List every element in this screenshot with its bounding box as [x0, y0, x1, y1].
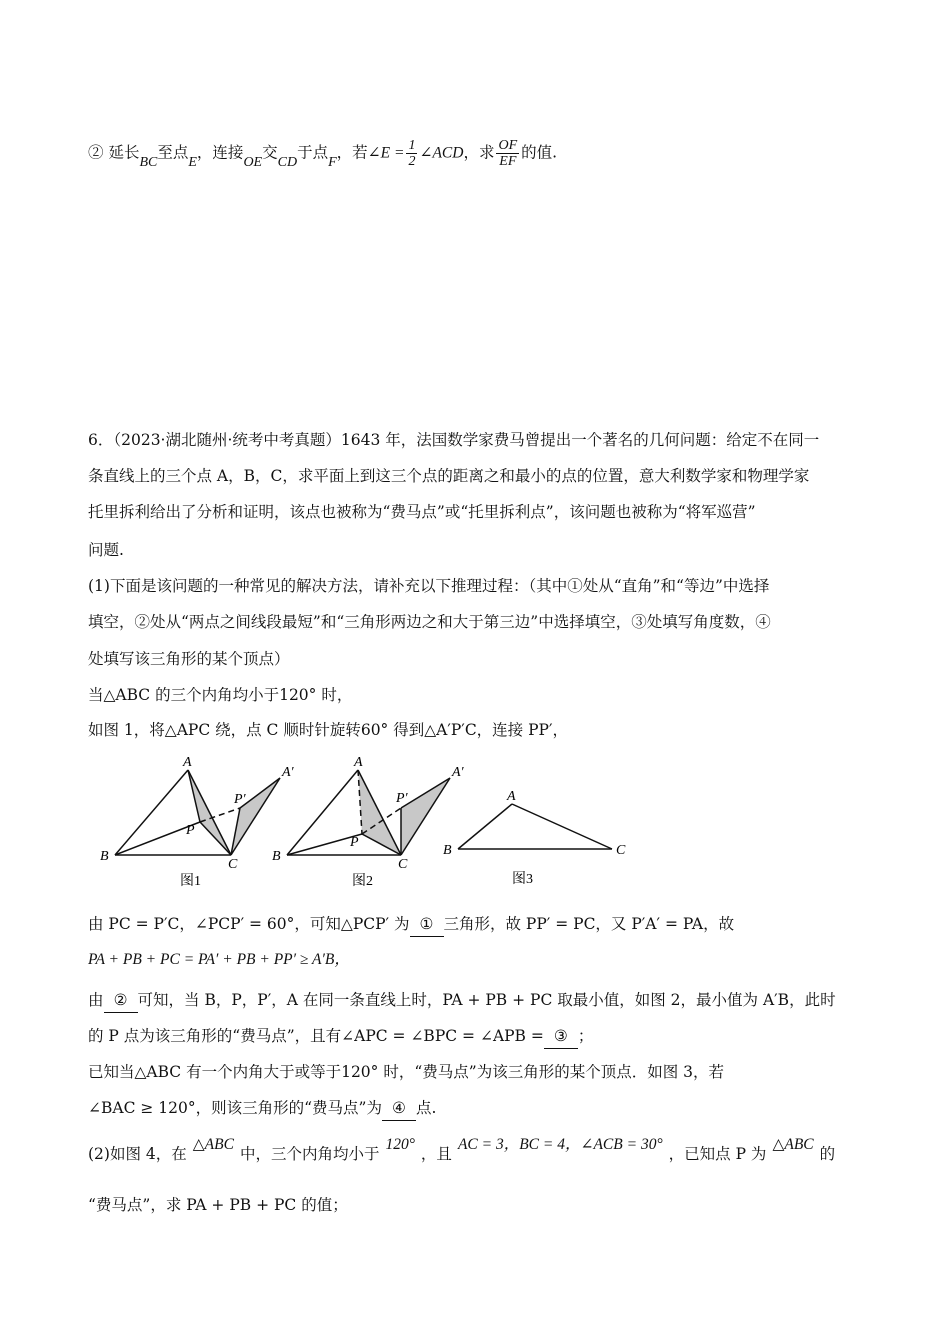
- q6-part1-line-3: 处填写该三角形的某个顶点）: [88, 650, 290, 668]
- blank-3: ③: [544, 1024, 578, 1049]
- label-p: P: [350, 835, 359, 850]
- reasoning-line-3: 由 ② 可知，当 B，P，P′，A 在同一条直线上时，PA + PB + PC 取最小值，如图 2，最小值为 A′B，此时: [88, 988, 836, 1013]
- blank-2: ②: [104, 988, 138, 1013]
- q6-line-3: 托里拆利给出了分析和证明，该点也被称为“费马点”或“托里拆利点”，该问题也被称为“将军巡营”: [88, 503, 756, 521]
- reasoning-line-4: 的 P 点为该三角形的“费马点”，且有∠APC = ∠BPC = ∠APB = ③ ；: [88, 1024, 593, 1049]
- part2-line-1: (2)如图 4，在△ABC中，三个内角均小于120°，且AC = 3，BC = 4，∠ACB = 30°，已知点 P 为△ABC的: [88, 1136, 836, 1163]
- label-a-prime: A′: [282, 765, 294, 780]
- label-p-prime: P′: [234, 792, 246, 807]
- rotation-line: 如图 1，将△APC 绕，点 C 顺时针旋转60° 得到△A′P′C，连接 PP′，: [88, 721, 568, 739]
- figure-3-caption: 图3: [512, 872, 533, 887]
- blank-1: ①: [410, 912, 444, 937]
- label-p-prime: P′: [396, 791, 408, 806]
- figure-2: [272, 755, 465, 889]
- circle-number: ②: [88, 143, 104, 162]
- q6-part1-line-2: 填空，②处从“两点之间线段最短”和“三角形两边之和大于第三边”中选择填空，③处填写角度数，④: [88, 613, 771, 631]
- q6-line-4: 问题.: [88, 541, 124, 559]
- figure-2-caption: 图2: [352, 874, 373, 889]
- reasoning-line-1: 由 PC = P′C，∠PCP′ = 60°，可知△PCP′ 为 ① 三角形，故 PP′ = PC，又 P′A′ = PA，故: [88, 912, 734, 937]
- condition-line: 当△ABC 的三个内角均小于120° 时，: [88, 686, 353, 704]
- fraction-half: $\frac{1}{2}$: [408, 138, 416, 169]
- reasoning-line-6: ∠BAC ≥ 120°，则该三角形的“费马点”为 ④ 点.: [88, 1096, 436, 1121]
- label-a: A: [507, 789, 516, 804]
- label-b: B: [100, 849, 109, 864]
- q6-line-2: 条直线上的三个点 A，B，C，求平面上到这三个点的距离之和最小的点的位置，意大利数学家和物理学家: [88, 467, 810, 485]
- label-a: A: [183, 755, 192, 770]
- label-b: B: [443, 843, 452, 858]
- blank-4: ④: [382, 1096, 416, 1121]
- q6-line-1: 6．（2023·湖北随州·统考中考真题）1643 年，法国数学家费马曾提出一个著名的几何问题：给定不在同一: [88, 431, 820, 449]
- reasoning-line-5: 已知当△ABC 有一个内角大于或等于120° 时，“费马点”为该三角形的某个顶点．如图 3，若: [88, 1063, 724, 1081]
- q6-part1-line-1: (1)下面是该问题的一种常见的解决方法，请补充以下推理过程：（其中①处从“直角”和“等边”中选择: [88, 577, 770, 595]
- label-p: P: [186, 823, 195, 838]
- fraction-of-ef: $\frac{OF}{EF}$: [498, 138, 518, 169]
- label-b: B: [272, 849, 281, 864]
- label-c: C: [398, 857, 408, 872]
- figure-3: [443, 789, 626, 887]
- label-c: C: [616, 843, 626, 858]
- figure-1: [100, 755, 295, 889]
- part2-line-2: “费马点”，求 PA + PB + PC 的值；: [88, 1196, 348, 1214]
- label-c: C: [228, 857, 238, 872]
- label-a: A: [354, 755, 363, 770]
- figures: [0, 750, 950, 910]
- reasoning-line-2: PA + PB + PC = PA′ + PB + PP′ ≥ A′B，: [88, 951, 350, 968]
- label-a-prime: A′: [452, 765, 464, 780]
- q5-part2-line: ② 延长BC至点E，连接OE交CD于点F，若∠E = $\frac{1}{2}$ ∠ACD，求 $\frac{OF}{EF}$ 的值.: [88, 138, 558, 170]
- figure-1-caption: 图1: [180, 874, 201, 889]
